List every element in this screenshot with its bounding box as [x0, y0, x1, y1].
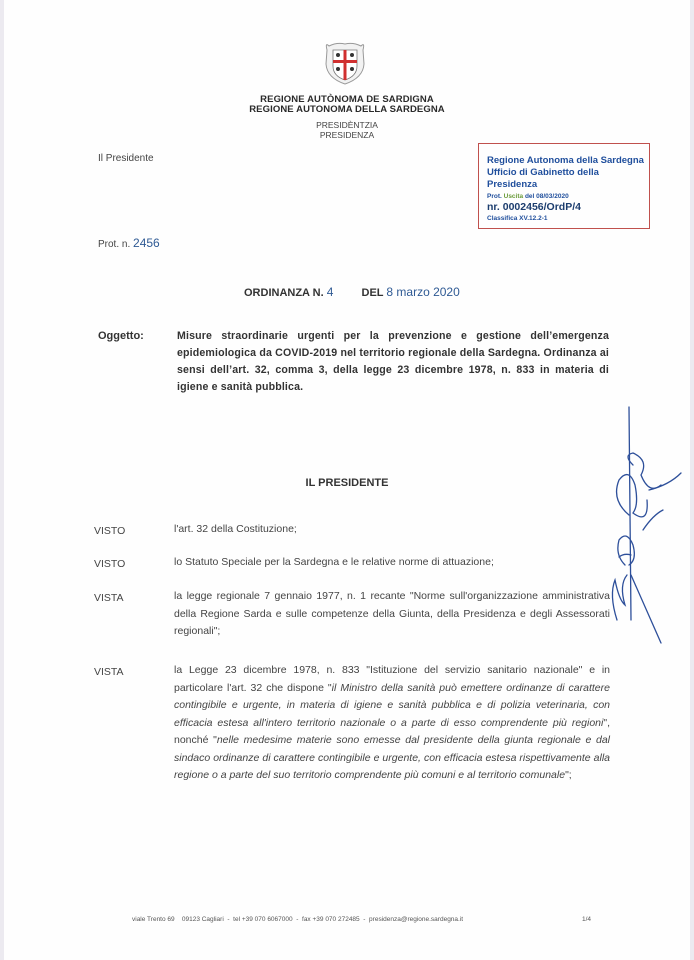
ordinance-date-label: DEL: [361, 287, 384, 299]
clause-label: VISTO: [94, 558, 126, 570]
clause-label: VISTO: [94, 525, 126, 537]
stamp-prot-type: Uscita: [503, 193, 524, 200]
clause-quote: il Ministro della sanità può emettere ordinanze di carattere contingibile e urgente, in materia di igiene e sanità pubblica e di polizia veterinaria, con efficacia estesa all'intero territorio nazionale o a parte di esso comprendente più regioni: [174, 681, 610, 729]
stamp-line-2: Ufficio di Gabinetto della Presidenza: [487, 167, 599, 190]
stamp-prot-prefix: Prot.: [487, 193, 502, 200]
clause-quote: nelle medesime materie sono emesse dal presidente della giunta regionale e dal sindaco ordinanze di carattere contingibile e urgente, con efficacia estesa rispettivamente alla regione o a parte del suo territorio comprendente più comuni e al territorio comunale: [174, 734, 610, 781]
ordinance-heading: [244, 285, 460, 299]
ordinance-label: ORDINANZA N.: [244, 287, 324, 299]
clause-text-part: ", nonché ": [174, 716, 610, 746]
protocol-value: 2456: [133, 236, 160, 250]
stamp-protocol-line: [487, 192, 649, 201]
section-title: IL PRESIDENTE: [305, 477, 389, 489]
ordinance-number: 4: [326, 285, 334, 299]
handwritten-signature-icon: [589, 405, 689, 650]
clause-text: lo Statuto Speciale per la Sardegna e le relative norme di attuazione;: [174, 556, 494, 568]
page-number: 1/4: [582, 916, 592, 923]
document-page: [4, 0, 690, 960]
stamp-prot-date: del 08/03/2020: [524, 193, 569, 200]
region-name-italian: REGIONE AUTONOMA DELLA SARDEGNA: [249, 104, 445, 115]
office-name-italian: PRESIDENZA: [319, 130, 375, 140]
clause-label: VISTA: [94, 592, 124, 604]
clause-text-part: ";: [565, 769, 572, 781]
office-name-sardinian: PRESIDÈNTZIA: [316, 120, 378, 130]
protocol-stamp: [478, 143, 650, 229]
footer-address: viale Trento 69 09123 Cagliari - tel +39 070 6067000 - fax +39 070 272485 - presidenza@regione.sardegna.it: [132, 916, 464, 923]
clause-text: l'art. 32 della Costituzione;: [174, 523, 297, 535]
protocol-label: Prot. n.: [98, 239, 131, 250]
clause-text: [174, 662, 610, 785]
subject-label: Oggetto:: [98, 330, 144, 342]
subject-text: Misure straordinarie urgenti per la prevenzione e gestione dell’emergenza epidemiologica da COVID-2019 nel territorio regionale della Sardegna. Ordinanza ai sensi dell’art. 32, comma 3, della legge 23 dicembre 1978, n. 833 in materia di igiene e sanità pubblica.: [177, 330, 609, 393]
sender-label: Il Presidente: [98, 153, 154, 164]
region-name-sardinian: REGIONE AUTÒNOMA DE SARDIGNA: [260, 94, 434, 105]
clause-text: la legge regionale 7 gennaio 1977, n. 1 recante "Norme sull'organizzazione amministrativa della Regione Sarda e sulle competenze della Giunta, della Presidenza e degli Assessorati regionali";: [174, 590, 610, 637]
ordinance-date: 8 marzo 2020: [386, 285, 460, 299]
clause-label: VISTA: [94, 666, 124, 678]
stamp-line-1: Regione Autonoma della Sardegna: [487, 155, 644, 166]
clause-text-part: la Legge 23 dicembre 1978, n. 833 "Istituzione del servizio sanitario nazionale" e in particolare l'art. 32 che dispone ": [174, 664, 610, 694]
sardinia-coat-of-arms-icon: [323, 40, 367, 86]
stamp-number: nr. 0002456/OrdP/4: [487, 201, 581, 213]
stamp-classifica: Classifica XV.12.2-1: [487, 215, 548, 222]
protocol-number: [98, 236, 160, 250]
